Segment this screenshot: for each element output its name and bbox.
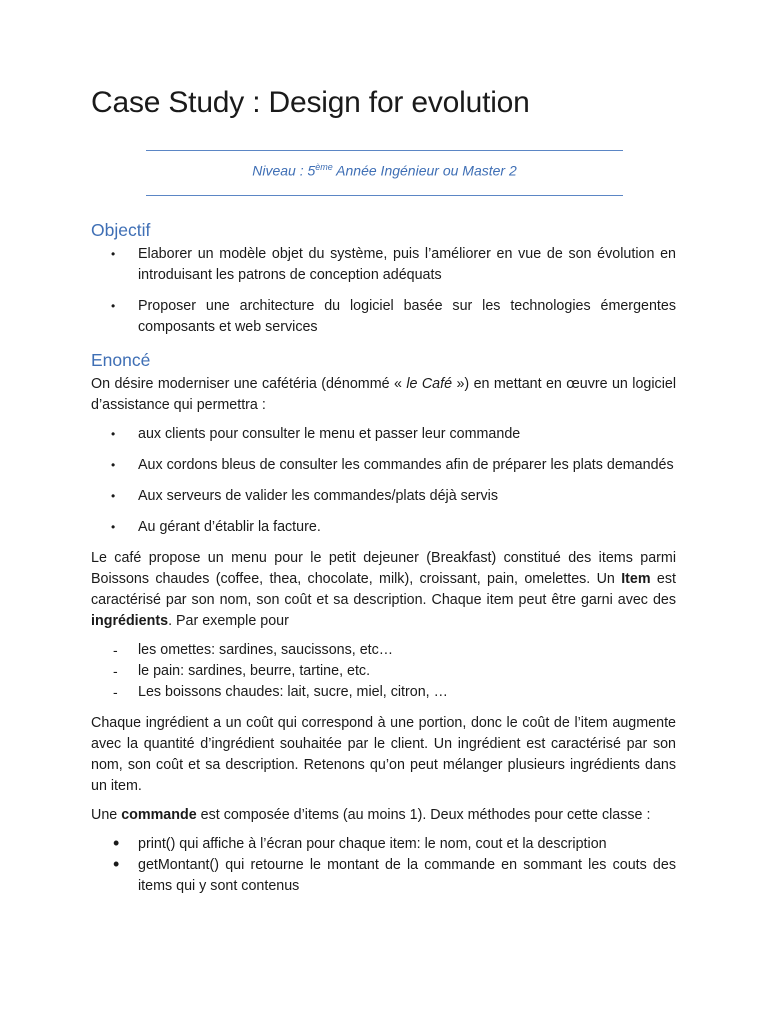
enonce-heading: Enoncé	[91, 350, 151, 370]
examples-list	[91, 640, 676, 703]
commande-keyword: commande	[121, 807, 197, 823]
methods-list	[91, 834, 676, 897]
enonce-intro	[91, 374, 676, 416]
bullet-icon: •	[113, 854, 120, 874]
objectif-item-text: Proposer une architecture du logiciel basée sur les technologies émergentes composants et web services	[138, 298, 676, 335]
list-item	[91, 834, 676, 855]
list-item	[91, 661, 676, 682]
menu-text-pre: Le café propose un menu pour le petit dejeuner (Breakfast) constitué des items parmi Boissons chaudes (coffee, thea, chocolate, milk), croissant, pain, omelettes. Un	[91, 550, 676, 587]
list-item	[91, 486, 676, 507]
enonce-item-text: Au gérant d’établir la facture.	[138, 519, 321, 535]
ingredient-paragraph: Chaque ingrédient a un coût qui correspond à une portion, donc le coût de l’item augmente avec la quantité d’ingrédient souhaitée par le client. Un ingrédient est caractérisé par son nom, son coût et sa description. Retenons qu’on peut mélanger plusieurs ingrédients dans un item.	[91, 715, 676, 794]
document-body	[91, 218, 676, 903]
subtitle-post: Année Ingénieur ou Master 2	[332, 162, 517, 179]
level-subtitle	[146, 162, 623, 179]
commande-text-pre: Une	[91, 807, 122, 823]
objectif-list	[91, 244, 676, 338]
menu-text-post: . Par exemple pour	[168, 613, 289, 629]
enonce-item-text: aux clients pour consulter le menu et passer leur commande	[138, 426, 521, 442]
list-item	[91, 640, 676, 661]
list-item	[91, 855, 676, 897]
enonce-item-text: Aux cordons bleus de consulter les commandes afin de préparer les plats demandés	[138, 457, 674, 473]
subtitle-bottom-rule	[146, 195, 623, 196]
method-text: getMontant() qui retourne le montant de la commande en sommant les couts des items qui y sont contenus	[138, 857, 676, 894]
bullet-icon: •	[111, 427, 116, 441]
method-text: print() qui affiche à l’écran pour chaque item: le nom, cout et la description	[138, 836, 607, 852]
menu-text-mid: est caractérisé par son nom, son coût et sa description. Chaque item peut être garni avec des	[91, 571, 676, 608]
ingredients-keyword: ingrédients	[91, 613, 169, 629]
list-item	[91, 296, 676, 338]
dash-icon: -	[113, 642, 118, 658]
dash-icon: -	[113, 663, 118, 679]
intro-text-post: ») en mettant en œuvre un logiciel d’assistance qui permettra :	[91, 376, 676, 413]
subtitle-superscript: ème	[315, 162, 333, 172]
example-text: les omettes: sardines, saucissons, etc…	[138, 642, 394, 658]
example-text: Les boissons chaudes: lait, sucre, miel, citron, …	[138, 684, 448, 700]
bullet-icon: •	[111, 299, 116, 313]
bullet-icon: •	[111, 247, 116, 261]
bullet-icon: •	[111, 458, 116, 472]
intro-emphasis: le Café	[406, 376, 453, 392]
item-keyword: Item	[621, 571, 651, 587]
subtitle-top-rule	[146, 150, 623, 151]
menu-paragraph	[91, 548, 676, 632]
document-title: Case Study : Design for evolution	[91, 86, 530, 119]
objectif-item-text: Elaborer un modèle objet du système, puis l’améliorer en vue de son évolution en introduisant les patrons de conception adéquats	[138, 246, 676, 283]
objectif-heading: Objectif	[91, 220, 151, 240]
commande-paragraph	[91, 805, 676, 826]
intro-text-pre: On désire moderniser une cafétéria (dénommé «	[91, 376, 407, 392]
enonce-list	[91, 424, 676, 538]
example-text: le pain: sardines, beurre, tartine, etc.	[138, 663, 371, 679]
list-item	[91, 682, 676, 703]
enonce-item-text: Aux serveurs de valider les commandes/plats déjà servis	[138, 488, 498, 504]
list-item	[91, 424, 676, 445]
bullet-icon: •	[113, 833, 120, 853]
list-item	[91, 517, 676, 538]
bullet-icon: •	[111, 520, 116, 534]
list-item	[91, 455, 676, 476]
subtitle-pre: Niveau : 5	[252, 162, 316, 179]
commande-text-post: est composée d’items (au moins 1). Deux méthodes pour cette classe :	[196, 807, 651, 823]
list-item	[91, 244, 676, 286]
dash-icon: -	[113, 684, 118, 700]
bullet-icon: •	[111, 489, 116, 503]
